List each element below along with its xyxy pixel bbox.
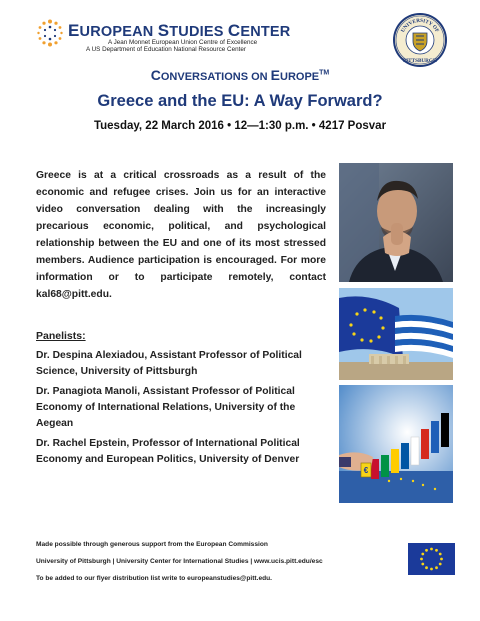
footer-mailing-list: To be added to our flyer distribution list write to europeanstudies@pitt.edu. — [36, 575, 272, 582]
center-name-part-2: TUDIES — [169, 24, 228, 40]
series-title — [0, 67, 480, 83]
footer-affiliations: University of Pittsburgh | University Center for International Studies | www.ucis.pitt.edu/esc — [36, 558, 323, 565]
panelist-3: Dr. Rachel Epstein, Professor of International Political Economy and European Politics, University of Denver — [36, 438, 300, 465]
svg-text:€: € — [363, 466, 369, 475]
eu-greek-flags-photo — [339, 288, 453, 380]
seal-text-bottom: PITTSBURGH — [402, 58, 438, 64]
center-name-initial-c: C — [227, 21, 241, 40]
series-part-2: UROPE — [280, 71, 320, 83]
domino-flags-photo — [339, 385, 453, 503]
event-title: Greece and the EU: A Way Forward? — [97, 92, 383, 110]
center-name-initial-s: S — [157, 21, 170, 40]
politician-photo — [339, 163, 453, 282]
panelist-1: Dr. Despina Alexiadou, Assistant Professor of Political Science, University of Pittsburgh — [36, 350, 302, 377]
panelist-2: Dr. Panagiota Manoli, Assistant Professor of Political Economy of International Relations, University of the Aegean — [36, 386, 296, 429]
eu-flag-icon — [408, 543, 455, 575]
center-subtitle-us-doe: A US Department of Education National Resource Center — [86, 46, 246, 53]
seal-text-top: UNIVERSITY OF — [400, 17, 440, 34]
panelists-heading: Panelists: — [36, 330, 86, 342]
university-seal-icon — [392, 12, 448, 68]
event-description: Greece is at a critical crossroads as a result of the economic and refugee crises. Join us for an interactive video conversation dealing with the increasingly precarious economic, political, and psychological relationship between the EU and one of its most stressed members. Audience participation is encouraged. For more information or to participate remotely, contact kal68@pitt.edu. — [36, 170, 326, 300]
center-name-part-1: UROPEAN — [79, 24, 158, 40]
center-subtitle-jean-monnet: A Jean Monnet European Union Centre of Excellence — [108, 39, 258, 46]
series-initial-c: C — [150, 67, 161, 83]
event-date-line: Tuesday, 22 March 2016 • 12—1:30 p.m. • 4217 Posvar — [93, 120, 387, 132]
trademark-mark: TM — [319, 69, 330, 77]
series-initial-e: E — [270, 67, 281, 83]
footer-support-note: Made possible through generous support from the European Commission — [36, 541, 268, 548]
star-circle-logo-icon — [36, 19, 64, 47]
center-name-part-3: ENTER — [240, 24, 291, 40]
series-part-1: ONVERSATIONS ON — [160, 71, 271, 83]
center-name-initial-e: E — [68, 21, 80, 40]
center-name — [68, 21, 290, 41]
